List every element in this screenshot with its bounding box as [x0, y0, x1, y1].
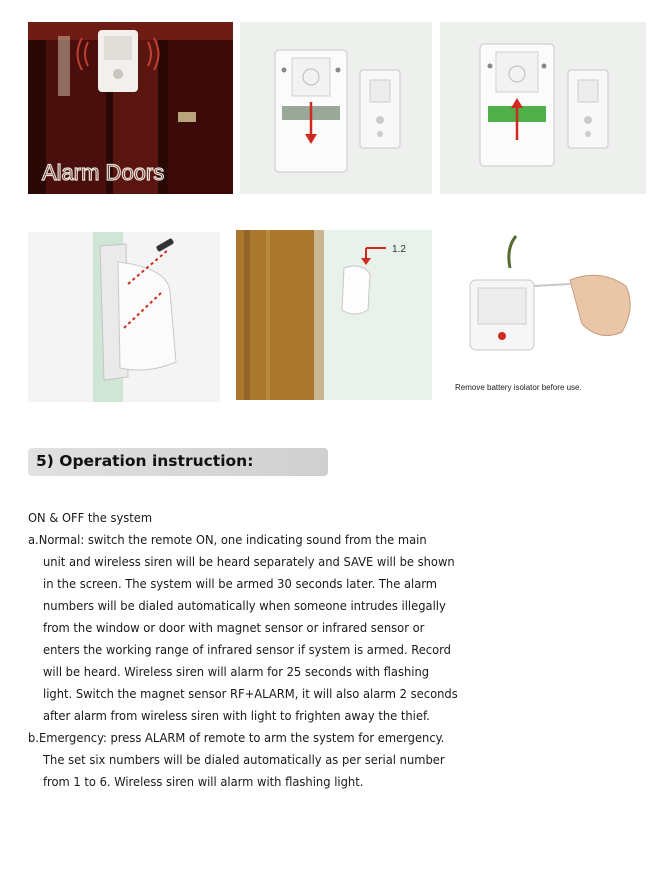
instruction-heading: ON & OFF the system — [28, 511, 153, 526]
door-sensor-photo — [236, 230, 432, 400]
instruction-text — [28, 508, 648, 794]
instruction-line: b.Emergency: press ALARM of remote to arm the system for emergency. — [28, 731, 445, 746]
section-header — [28, 448, 328, 476]
alarm-doors-photo — [28, 22, 233, 194]
battery-isolator-caption: Remove battery isolator before use. — [455, 383, 582, 392]
instruction-line: numbers will be dialed automatically when someone intrudes illegally — [43, 599, 446, 614]
door-mark-label: 1.2 — [392, 244, 406, 255]
instruction-line: from the window or door with magnet sensor or infrared sensor or — [43, 621, 425, 636]
battery-cover-close-photo — [440, 22, 646, 194]
battery-isolator-photo — [450, 228, 650, 378]
instruction-line: light. Switch the magnet sensor RF+ALARM, it will also alarm 2 seconds — [43, 687, 458, 702]
wall-mount-photo — [28, 232, 220, 402]
instruction-line: The set six numbers will be dialed automatically as per serial number — [43, 753, 445, 768]
instruction-line: unit and wireless siren will be heard separately and SAVE will be shown — [43, 555, 455, 570]
instruction-line: in the screen. The system will be armed 30 seconds later. The alarm — [43, 577, 437, 592]
instruction-line: a.Normal: switch the remote ON, one indicating sound from the main — [28, 533, 427, 548]
battery-cover-open-photo — [240, 22, 432, 194]
instruction-line: will be heard. Wireless siren will alarm for 25 seconds with flashing — [43, 665, 430, 680]
instruction-line: enters the working range of infrared sensor if system is armed. Record — [43, 643, 451, 658]
section-title: 5) Operation instruction: — [36, 452, 254, 470]
alarm-doors-label: Alarm Doors — [42, 160, 165, 185]
instruction-line: after alarm from wireless siren with light to frighten away the thief. — [43, 709, 430, 724]
instruction-line: from 1 to 6. Wireless siren will alarm with flashing light. — [43, 775, 364, 790]
